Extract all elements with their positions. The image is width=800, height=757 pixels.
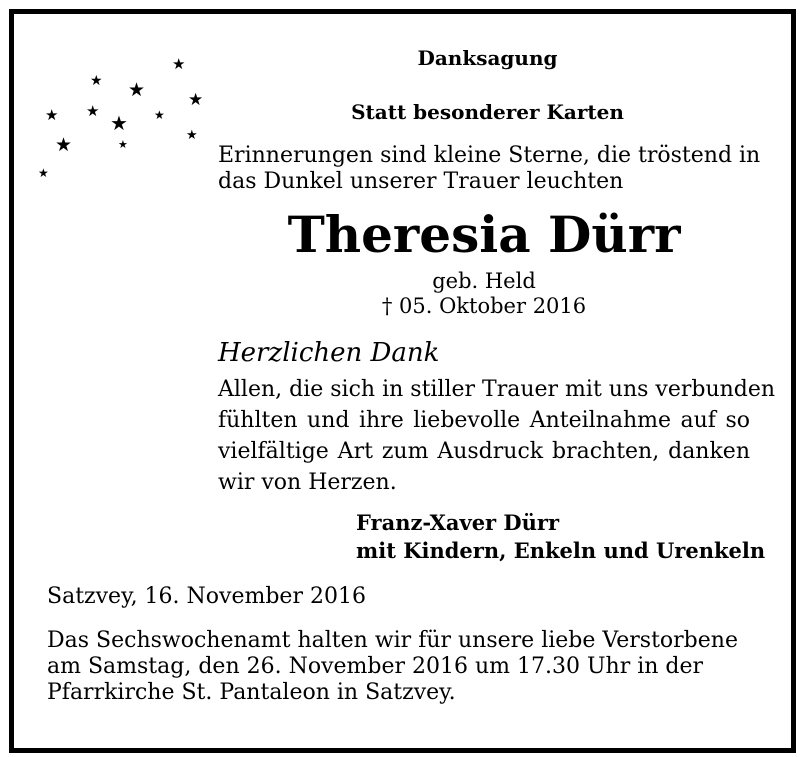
star-icon: ★ xyxy=(186,128,198,143)
place-date: Satzvey, 16. November 2016 xyxy=(47,584,366,609)
signer-family: mit Kindern, Enkeln und Urenkeln xyxy=(356,538,766,563)
thanks-body xyxy=(218,374,776,498)
star-icon: ★ xyxy=(55,134,73,156)
mass-notice xyxy=(47,628,752,706)
signer-name: Franz-Xaver Dürr xyxy=(356,510,560,535)
thanks-line: wir von Herzen. xyxy=(218,470,397,495)
thanks-line: Allen, die sich in stiller Trauer mit uns verbunden xyxy=(218,377,776,402)
death-date: † 05. Oktober 2016 xyxy=(381,294,587,318)
star-icon: ★ xyxy=(45,106,59,124)
star-icon: ★ xyxy=(154,108,165,122)
deceased-name: Theresia Dürr xyxy=(287,205,681,264)
maiden-name: geb. Held xyxy=(432,269,536,293)
star-icon: ★ xyxy=(188,90,204,110)
star-icon: ★ xyxy=(110,111,128,135)
star-icon: ★ xyxy=(128,79,146,101)
thanks-line: vielfältige Art zum Ausdruck brachten, danken xyxy=(218,439,750,464)
notice-line: Pfarrkirche St. Pantaleon in Satzvey. xyxy=(47,680,456,705)
subheading: Statt besonderer Karten xyxy=(351,100,624,124)
star-icon: ★ xyxy=(90,73,103,89)
quote-line: das Dunkel unserer Trauer leuchten xyxy=(218,169,624,194)
star-icon: ★ xyxy=(38,166,49,180)
quote xyxy=(218,143,761,195)
star-icon: ★ xyxy=(172,55,186,73)
quote-line: Erinnerungen sind kleine Sterne, die tröstend in xyxy=(218,143,761,168)
star-icon: ★ xyxy=(86,102,100,120)
thanks-line: fühlten und ihre liebevolle Anteilnahme auf so xyxy=(218,408,750,433)
notice-line: am Samstag, den 26. November 2016 um 17.30 Uhr in der xyxy=(47,654,704,679)
notice-line: Das Sechswochenamt halten wir für unsere liebe Verstorbene xyxy=(47,628,738,653)
thanks-title: Herzlichen Dank xyxy=(218,338,440,368)
heading: Danksagung xyxy=(417,46,558,70)
star-icon: ★ xyxy=(118,138,128,151)
